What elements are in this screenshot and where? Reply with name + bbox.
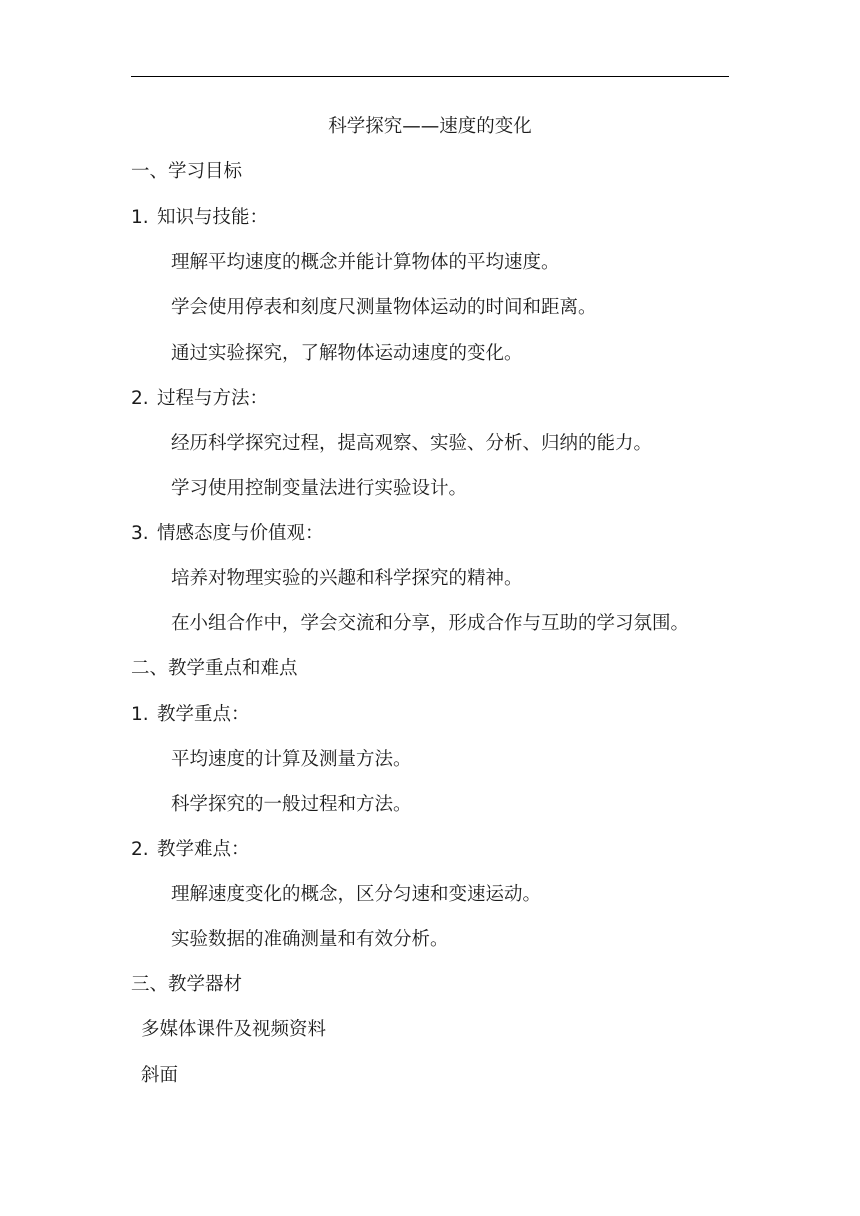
subheading-label: 情感态度与价值观： bbox=[157, 523, 324, 544]
section-heading-key-points: 二、教学重点和难点 bbox=[131, 658, 298, 679]
list-item: 实验数据的准确测量和有效分析。 bbox=[171, 929, 449, 950]
subheading-number: 3. bbox=[131, 523, 149, 544]
subheading-number: 1. bbox=[131, 207, 149, 228]
subheading-difficulty bbox=[131, 838, 250, 862]
document-title: 科学探究——速度的变化 bbox=[328, 116, 532, 137]
list-item: 学习使用控制变量法进行实验设计。 bbox=[171, 478, 468, 499]
section-heading-goals: 一、学习目标 bbox=[131, 161, 243, 182]
list-item: 培养对物理实验的兴趣和科学探究的精神。 bbox=[171, 568, 523, 589]
subheading-knowledge bbox=[131, 206, 268, 230]
list-item: 学会使用停表和刻度尺测量物体运动的时间和距离。 bbox=[171, 297, 597, 318]
list-item: 经历科学探究过程，提高观察、实验、分析、归纳的能力。 bbox=[171, 433, 653, 454]
section-heading-equipment: 三、教学器材 bbox=[131, 974, 243, 995]
subheading-label: 教学难点： bbox=[157, 839, 250, 860]
list-item: 科学探究的一般过程和方法。 bbox=[171, 794, 412, 815]
list-item: 在小组合作中，学会交流和分享，形成合作与互助的学习氛围。 bbox=[171, 613, 690, 634]
subheading-focus bbox=[131, 703, 250, 727]
subheading-number: 2. bbox=[131, 839, 149, 860]
subheading-label: 过程与方法： bbox=[157, 388, 269, 409]
list-item: 多媒体课件及视频资料 bbox=[141, 1019, 327, 1040]
subheading-process bbox=[131, 387, 268, 411]
subheading-label: 知识与技能： bbox=[157, 207, 269, 228]
list-item: 斜面 bbox=[141, 1065, 179, 1086]
subheading-number: 1. bbox=[131, 704, 149, 725]
list-item: 通过实验探究，了解物体运动速度的变化。 bbox=[171, 343, 523, 364]
list-item: 平均速度的计算及测量方法。 bbox=[171, 749, 412, 770]
header-rule bbox=[131, 76, 729, 77]
subheading-number: 2. bbox=[131, 388, 149, 409]
list-item: 理解平均速度的概念并能计算物体的平均速度。 bbox=[171, 252, 560, 273]
subheading-label: 教学重点： bbox=[157, 704, 250, 725]
list-item: 理解速度变化的概念，区分匀速和变速运动。 bbox=[171, 884, 542, 905]
subheading-attitude bbox=[131, 522, 324, 546]
